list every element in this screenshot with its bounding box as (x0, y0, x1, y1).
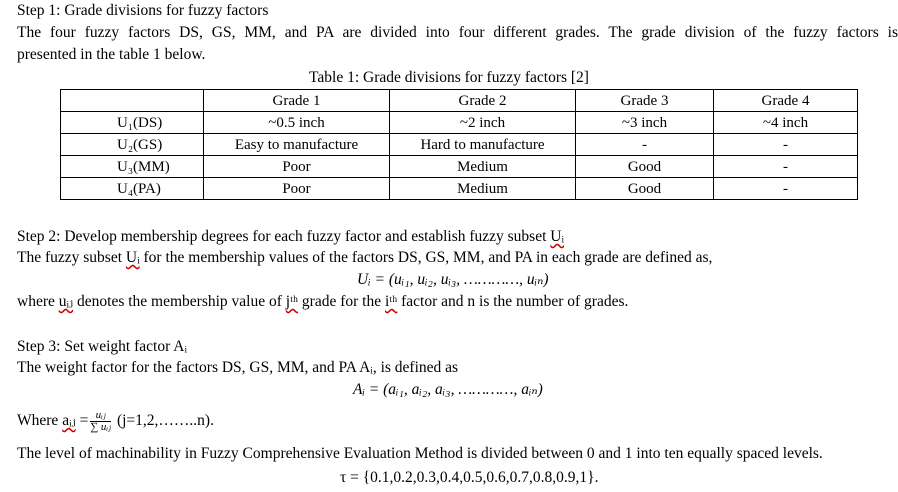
step2-paragraph (17, 248, 712, 268)
where-symbol-aij: aᵢⱼ (62, 412, 76, 430)
table-cell: - (714, 134, 858, 156)
step2-heading (17, 227, 564, 247)
table-cell: ~3 inch (576, 112, 714, 134)
machinability-levels-text: The level of machinability in Fuzzy Comprehensive Evaluation Method is divided between 0 and 1 into ten equally spaced levels. (17, 445, 823, 462)
table-cell: Poor (204, 178, 390, 200)
table-cell: Good (576, 178, 714, 200)
step1-paragraph-line2: presented in the table 1 below. (17, 46, 206, 63)
table-cell: ~4 inch (714, 112, 858, 134)
table-row (61, 178, 858, 200)
table-row-label: U₁(DS) (61, 112, 204, 134)
table-header-cell (61, 90, 204, 112)
table-cell: Medium (390, 156, 576, 178)
fraction-denominator: ∑ uᵢⱼ (90, 421, 112, 433)
table-caption: Table 1: Grade divisions for fuzzy factors [2] (309, 69, 589, 86)
where-text: factor and n is the number of grades. (397, 293, 629, 310)
table-cell: Medium (390, 178, 576, 200)
step2-paragraph-symbol: Uᵢ (125, 249, 140, 266)
weight-equation: Aᵢ = (aᵢ₁, aᵢ₂, aᵢ₃, …………, aᵢₙ) (353, 381, 543, 398)
where-text: (j=1,2,……..n). (113, 412, 214, 430)
table-header-row (61, 90, 858, 112)
where-symbol-ith: iᵗʰ (384, 293, 398, 310)
where-symbol-uij: uᵢⱼ (58, 293, 74, 310)
table-cell: Good (576, 156, 714, 178)
table-row-label: U₃(MM) (61, 156, 204, 178)
step2-heading-symbol: Uᵢ (550, 228, 565, 245)
table-row-label: U₂(GS) (61, 134, 204, 156)
table-header-cell: Grade 4 (714, 90, 858, 112)
tau-equation: τ = {0.1,0.2,0.3,0.4,0.5,0.6,0.7,0.8,0.9,1}. (340, 469, 599, 486)
where-symbol-jth: jᵗʰ (285, 293, 299, 310)
table-cell: Easy to manufacture (204, 134, 390, 156)
table-cell: ~2 inch (390, 112, 576, 134)
step3-heading: Step 3: Set weight factor Aᵢ (17, 338, 187, 355)
grade-divisions-table (60, 89, 858, 200)
table-row-label: U₄(PA) (61, 178, 204, 200)
where-text: Where (17, 412, 63, 430)
step2-paragraph-suffix: for the membership values of the factors DS, GS, MM, and PA in each grade are defined as, (139, 249, 713, 266)
step2-paragraph-prefix: The fuzzy subset (17, 249, 126, 266)
weight-fraction (90, 410, 111, 433)
step3-where-line (17, 410, 214, 433)
where-text: where (17, 293, 59, 310)
table-row (61, 112, 858, 134)
table-cell: - (576, 134, 714, 156)
table-row (61, 156, 858, 178)
table-header-cell: Grade 2 (390, 90, 576, 112)
step3-paragraph: The weight factor for the factors DS, GS, MM, and PA Aᵢ, is defined as (17, 359, 459, 376)
where-text: denotes the membership value of (73, 293, 286, 310)
table-header-cell: Grade 1 (204, 90, 390, 112)
step2-where-line (17, 292, 628, 312)
where-equals: = (75, 412, 89, 430)
table-cell: Hard to manufacture (390, 134, 576, 156)
step1-paragraph-line1: The four fuzzy factors DS, GS, MM, and PA are divided into four different grades. The grade division of the fuzzy factors is (17, 24, 898, 41)
where-text: grade for the (298, 293, 385, 310)
table-cell: Poor (204, 156, 390, 178)
membership-equation: Uᵢ = (uᵢ₁, uᵢ₂, uᵢ₃, …………, uᵢₙ) (357, 271, 549, 288)
table-row (61, 134, 858, 156)
step2-heading-text: Step 2: Develop membership degrees for each fuzzy factor and establish fuzzy subset (17, 228, 551, 245)
table-cell: - (714, 156, 858, 178)
table-cell: ~0.5 inch (204, 112, 390, 134)
table-header-cell: Grade 3 (576, 90, 714, 112)
step1-heading: Step 1: Grade divisions for fuzzy factors (17, 2, 269, 19)
table-cell: - (714, 178, 858, 200)
fraction-numerator: uᵢⱼ (90, 410, 111, 422)
